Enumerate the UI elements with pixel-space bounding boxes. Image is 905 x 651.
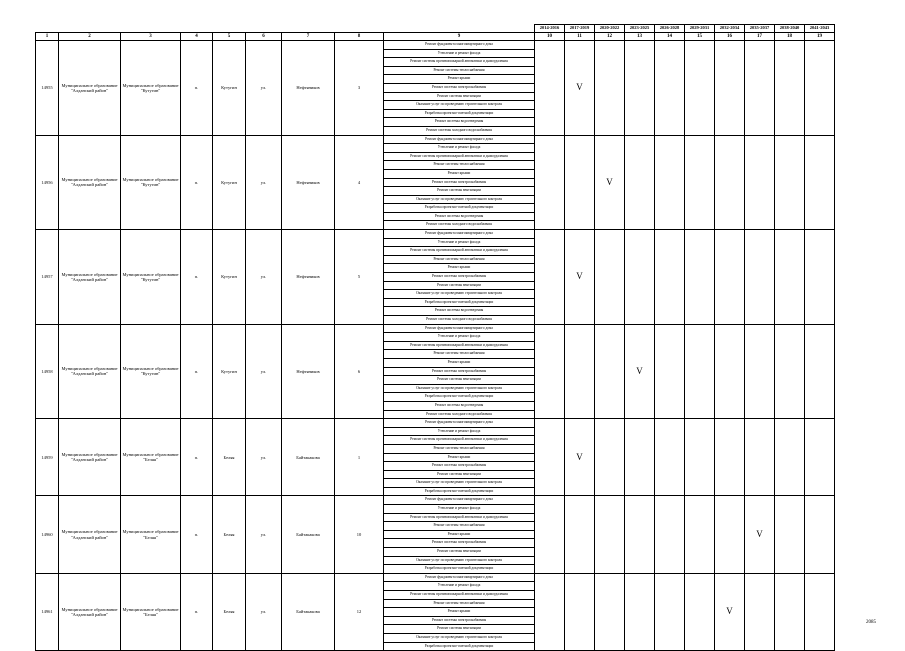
work-type-cell: Ремонт крыши: [384, 530, 535, 539]
work-type-cell: Утепление и ремонт фасада: [384, 505, 535, 514]
table-row: [36, 41, 835, 50]
period-cell: [775, 419, 805, 496]
work-type-cell: Ремонт системы теплоснабжения: [384, 66, 535, 75]
street-cell: Байтакакова: [282, 419, 335, 496]
period-cell: [655, 324, 685, 419]
work-type-cell: Ремонт системы противопожарной автоматики и дымоудаления: [384, 58, 535, 67]
period-cell: [685, 135, 715, 230]
work-type-cell: Ремонт системы электроснабжения: [384, 83, 535, 92]
work-type-cell: Оказание услуг по проведению строительного контроля: [384, 101, 535, 110]
work-type-cell: Ремонт системы теплоснабжения: [384, 350, 535, 359]
work-type-cell: Ремонт системы электроснабжения: [384, 616, 535, 625]
municipal-district-cell: Муниципальное образование "Алданский район": [59, 230, 121, 325]
period-cell: [565, 135, 595, 230]
period-header: 2041-2043: [805, 25, 835, 33]
period-cell: [745, 135, 775, 230]
settlement-type-cell: п.: [181, 496, 213, 573]
period-cell: [625, 573, 655, 650]
work-type-cell: Ремонт системы теплоснабжения: [384, 161, 535, 170]
work-type-cell: Ремонт системы водоотведения: [384, 212, 535, 221]
settlement-cell: Кутугин: [213, 324, 246, 419]
period-cell: [715, 230, 745, 325]
period-cell: [715, 135, 745, 230]
column-number: 12: [595, 33, 625, 41]
column-number: 7: [282, 33, 335, 41]
period-cell: [715, 496, 745, 573]
period-cell: [535, 324, 565, 419]
house-number-cell: 1: [335, 419, 384, 496]
period-cell: [655, 573, 685, 650]
column-number: 11: [565, 33, 595, 41]
column-number: 8: [335, 33, 384, 41]
street-type-cell: ул.: [246, 324, 282, 419]
municipal-district-cell: Муниципальное образование "Алданский район": [59, 41, 121, 136]
period-cell: [535, 496, 565, 573]
period-cell: [685, 324, 715, 419]
street-type-cell: ул.: [246, 230, 282, 325]
work-type-cell: Ремонт системы теплоснабжения: [384, 255, 535, 264]
work-type-cell: Ремонт системы электроснабжения: [384, 462, 535, 471]
table-row: [36, 573, 835, 582]
work-type-cell: Ремонт крыши: [384, 264, 535, 273]
work-type-cell: Утепление и ремонт фасада: [384, 427, 535, 436]
table-row: [36, 419, 835, 428]
settlement-cell: Кутугин: [213, 41, 246, 136]
period-cell: [685, 573, 715, 650]
column-number: 15: [685, 33, 715, 41]
work-type-cell: Ремонт системы противопожарной автоматики и дымоудаления: [384, 513, 535, 522]
column-number: 10: [535, 33, 565, 41]
header-blank-cell: [36, 25, 59, 33]
header-blank-cell: [181, 25, 213, 33]
period-cell: [745, 324, 775, 419]
work-type-cell: Ремонт системы вентиляции: [384, 92, 535, 101]
period-header: 2032-2034: [715, 25, 745, 33]
house-number-cell: 6: [335, 324, 384, 419]
work-type-cell: Разработка проектно-сметной документации: [384, 487, 535, 496]
period-cell: [595, 324, 625, 419]
document-page: [35, 24, 835, 651]
municipal-entity-cell: Муниципальное образование "Кутугин": [121, 324, 181, 419]
column-number: 9: [384, 33, 535, 41]
work-type-cell: Ремонт системы противопожарной автоматики и дымоудаления: [384, 341, 535, 350]
column-number: 17: [745, 33, 775, 41]
period-cell: [655, 496, 685, 573]
period-header: 2035-2037: [745, 25, 775, 33]
period-header: 2017-2019: [565, 25, 595, 33]
period-mark-cell: V: [565, 419, 595, 496]
work-type-cell: Ремонт крыши: [384, 169, 535, 178]
municipal-entity-cell: Муниципальное образование "Беляя": [121, 419, 181, 496]
work-type-cell: Разработка проектно-сметной документации: [384, 204, 535, 213]
column-number: 2: [59, 33, 121, 41]
period-cell: [595, 496, 625, 573]
period-cell: [715, 419, 745, 496]
work-type-cell: Ремонт системы теплоснабжения: [384, 444, 535, 453]
column-number: 19: [805, 33, 835, 41]
period-cell: [625, 135, 655, 230]
work-type-cell: Утепление и ремонт фасада: [384, 238, 535, 247]
street-type-cell: ул.: [246, 135, 282, 230]
work-type-cell: Разработка проектно-сметной документации: [384, 109, 535, 118]
settlement-type-cell: п.: [181, 135, 213, 230]
work-type-cell: Ремонт системы теплоснабжения: [384, 599, 535, 608]
period-cell: [805, 419, 835, 496]
work-type-cell: Оказание услуг по проведению строительного контроля: [384, 384, 535, 393]
period-cell: [805, 573, 835, 650]
work-type-cell: Разработка проектно-сметной документации: [384, 565, 535, 574]
period-mark-cell: V: [625, 324, 655, 419]
period-header: 2014-2016: [535, 25, 565, 33]
work-type-cell: Оказание услуг по проведению строительного контроля: [384, 195, 535, 204]
work-type-cell: Утепление и ремонт фасада: [384, 49, 535, 58]
house-number-cell: 12: [335, 573, 384, 650]
table-row: [36, 230, 835, 239]
page-number: 2085: [866, 620, 876, 625]
house-number-cell: 3: [335, 41, 384, 136]
street-cell: Нефтяников: [282, 324, 335, 419]
period-cell: [655, 41, 685, 136]
period-header: 2026-2028: [655, 25, 685, 33]
period-cell: [535, 419, 565, 496]
header-blank-cell: [213, 25, 246, 33]
street-cell: Нефтяников: [282, 135, 335, 230]
period-cell: [775, 41, 805, 136]
period-cell: [535, 230, 565, 325]
work-type-cell: Ремонт системы электроснабжения: [384, 178, 535, 187]
work-type-cell: Ремонт системы холодного водоснабжения: [384, 126, 535, 135]
capital-repair-table: [35, 24, 835, 651]
period-cell: [685, 230, 715, 325]
work-type-cell: Ремонт системы холодного водоснабжения: [384, 316, 535, 325]
period-header-row: [36, 25, 835, 33]
header-blank-cell: [282, 25, 335, 33]
period-cell: [775, 496, 805, 573]
period-header: 2038-2040: [775, 25, 805, 33]
municipal-district-cell: Муниципальное образование "Алданский район": [59, 419, 121, 496]
period-cell: [685, 41, 715, 136]
period-cell: [655, 230, 685, 325]
settlement-type-cell: п.: [181, 230, 213, 325]
house-id-cell: 14958: [36, 324, 59, 419]
period-mark-cell: V: [565, 41, 595, 136]
work-type-cell: Ремонт системы вентиляции: [384, 376, 535, 385]
table-row: [36, 496, 835, 505]
work-type-cell: Ремонт системы противопожарной автоматики и дымоудаления: [384, 436, 535, 445]
settlement-type-cell: п.: [181, 419, 213, 496]
work-type-cell: Ремонт фундамента многоквартирного дома: [384, 419, 535, 428]
work-type-cell: Ремонт системы вентиляции: [384, 470, 535, 479]
column-number: 5: [213, 33, 246, 41]
work-type-cell: Ремонт системы вентиляции: [384, 625, 535, 634]
column-number: 14: [655, 33, 685, 41]
period-cell: [625, 496, 655, 573]
period-cell: [745, 573, 775, 650]
period-cell: [565, 573, 595, 650]
period-cell: [745, 230, 775, 325]
period-cell: [805, 496, 835, 573]
period-cell: [535, 573, 565, 650]
work-type-cell: Ремонт системы водоотведения: [384, 307, 535, 316]
period-cell: [625, 41, 655, 136]
house-id-cell: 14959: [36, 419, 59, 496]
street-cell: Байтакакова: [282, 573, 335, 650]
column-number: 3: [121, 33, 181, 41]
municipal-entity-cell: Муниципальное образование "Беляя": [121, 573, 181, 650]
municipal-district-cell: Муниципальное образование "Алданский район": [59, 573, 121, 650]
header-blank-cell: [335, 25, 384, 33]
period-mark-cell: V: [715, 573, 745, 650]
settlement-cell: Кутугин: [213, 135, 246, 230]
period-cell: [595, 573, 625, 650]
period-header: 2020-2022: [595, 25, 625, 33]
work-type-cell: Ремонт системы вентиляции: [384, 281, 535, 290]
column-number: 16: [715, 33, 745, 41]
work-type-cell: Ремонт системы водоотведения: [384, 401, 535, 410]
header-blank-cell: [246, 25, 282, 33]
period-cell: [625, 230, 655, 325]
period-cell: [565, 496, 595, 573]
settlement-type-cell: п.: [181, 573, 213, 650]
work-type-cell: Оказание услуг по проведению строительного контроля: [384, 633, 535, 642]
period-mark-cell: V: [745, 496, 775, 573]
column-number: 18: [775, 33, 805, 41]
house-number-cell: 4: [335, 135, 384, 230]
period-cell: [685, 496, 715, 573]
work-type-cell: Ремонт крыши: [384, 75, 535, 84]
work-type-cell: Ремонт системы вентиляции: [384, 187, 535, 196]
work-type-cell: Ремонт фундамента многоквартирного дома: [384, 496, 535, 505]
settlement-type-cell: п.: [181, 324, 213, 419]
street-cell: Нефтяников: [282, 230, 335, 325]
period-cell: [775, 230, 805, 325]
work-type-cell: Ремонт системы противопожарной автоматики и дымоудаления: [384, 247, 535, 256]
work-type-cell: Разработка проектно-сметной документации: [384, 298, 535, 307]
work-type-cell: Ремонт системы водоотведения: [384, 118, 535, 127]
period-cell: [595, 230, 625, 325]
period-cell: [745, 419, 775, 496]
period-cell: [595, 419, 625, 496]
period-header: 2023-2025: [625, 25, 655, 33]
street-type-cell: ул.: [246, 496, 282, 573]
house-number-cell: 10: [335, 496, 384, 573]
period-cell: [565, 324, 595, 419]
period-cell: [805, 41, 835, 136]
house-id-cell: 14956: [36, 135, 59, 230]
work-type-cell: Ремонт фундамента многоквартирного дома: [384, 135, 535, 144]
period-cell: [685, 419, 715, 496]
municipal-district-cell: Муниципальное образование "Алданский район": [59, 324, 121, 419]
work-type-cell: Оказание услуг по проведению строительного контроля: [384, 479, 535, 488]
municipal-district-cell: Муниципальное образование "Алданский район": [59, 496, 121, 573]
work-type-cell: Ремонт крыши: [384, 608, 535, 617]
settlement-cell: Кутугин: [213, 230, 246, 325]
municipal-entity-cell: Муниципальное образование "Кутугин": [121, 230, 181, 325]
column-number: 13: [625, 33, 655, 41]
header-blank-cell: [384, 25, 535, 33]
street-type-cell: ул.: [246, 573, 282, 650]
period-header: 2029-2031: [685, 25, 715, 33]
street-cell: Нефтяников: [282, 41, 335, 136]
period-cell: [715, 324, 745, 419]
house-number-cell: 5: [335, 230, 384, 325]
work-type-cell: Ремонт фундамента многоквартирного дома: [384, 324, 535, 333]
house-id-cell: 14961: [36, 573, 59, 650]
period-cell: [655, 135, 685, 230]
work-type-cell: Ремонт системы электроснабжения: [384, 367, 535, 376]
work-type-cell: Ремонт крыши: [384, 358, 535, 367]
work-type-cell: Ремонт фундамента многоквартирного дома: [384, 573, 535, 582]
municipal-entity-cell: Муниципальное образование "Беляя": [121, 496, 181, 573]
table-row: [36, 324, 835, 333]
municipal-district-cell: Муниципальное образование "Алданский район": [59, 135, 121, 230]
work-type-cell: Ремонт крыши: [384, 453, 535, 462]
period-cell: [775, 324, 805, 419]
column-number-row: [36, 33, 835, 41]
period-cell: [775, 135, 805, 230]
period-cell: [775, 573, 805, 650]
municipal-entity-cell: Муниципальное образование "Кутугин": [121, 41, 181, 136]
period-cell: [625, 419, 655, 496]
work-type-cell: Ремонт системы холодного водоснабжения: [384, 410, 535, 419]
column-number: 6: [246, 33, 282, 41]
house-id-cell: 14960: [36, 496, 59, 573]
header-blank-cell: [59, 25, 121, 33]
period-cell: [805, 324, 835, 419]
period-cell: [535, 135, 565, 230]
period-cell: [715, 41, 745, 136]
settlement-type-cell: п.: [181, 41, 213, 136]
work-type-cell: Ремонт системы электроснабжения: [384, 273, 535, 282]
work-type-cell: Разработка проектно-сметной документации: [384, 393, 535, 402]
work-type-cell: Ремонт системы холодного водоснабжения: [384, 221, 535, 230]
period-cell: [595, 41, 625, 136]
settlement-cell: Беляя: [213, 573, 246, 650]
period-cell: [805, 230, 835, 325]
work-type-cell: Утепление и ремонт фасада: [384, 333, 535, 342]
work-type-cell: Ремонт фундамента многоквартирного дома: [384, 230, 535, 239]
work-type-cell: Ремонт системы противопожарной автоматики и дымоудаления: [384, 152, 535, 161]
house-id-cell: 14957: [36, 230, 59, 325]
settlement-cell: Беляя: [213, 419, 246, 496]
work-type-cell: Оказание услуг по проведению строительного контроля: [384, 290, 535, 299]
work-type-cell: Ремонт системы вентиляции: [384, 548, 535, 557]
period-cell: [745, 41, 775, 136]
work-type-cell: Оказание услуг по проведению строительного контроля: [384, 556, 535, 565]
column-number: 4: [181, 33, 213, 41]
work-type-cell: Ремонт системы теплоснабжения: [384, 522, 535, 531]
work-type-cell: Утепление и ремонт фасада: [384, 582, 535, 591]
period-mark-cell: V: [595, 135, 625, 230]
house-id-cell: 14955: [36, 41, 59, 136]
period-cell: [655, 419, 685, 496]
period-cell: [805, 135, 835, 230]
street-type-cell: ул.: [246, 419, 282, 496]
header-blank-cell: [121, 25, 181, 33]
municipal-entity-cell: Муниципальное образование "Кутугин": [121, 135, 181, 230]
street-cell: Байтакакова: [282, 496, 335, 573]
work-type-cell: Утепление и ремонт фасада: [384, 144, 535, 153]
settlement-cell: Беляя: [213, 496, 246, 573]
work-type-cell: Ремонт фундамента многоквартирного дома: [384, 41, 535, 50]
period-mark-cell: V: [565, 230, 595, 325]
table-row: [36, 135, 835, 144]
street-type-cell: ул.: [246, 41, 282, 136]
column-number: 1: [36, 33, 59, 41]
period-cell: [535, 41, 565, 136]
work-type-cell: Разработка проектно-сметной документации: [384, 642, 535, 651]
work-type-cell: Ремонт системы противопожарной автоматики и дымоудаления: [384, 591, 535, 600]
work-type-cell: Ремонт системы электроснабжения: [384, 539, 535, 548]
